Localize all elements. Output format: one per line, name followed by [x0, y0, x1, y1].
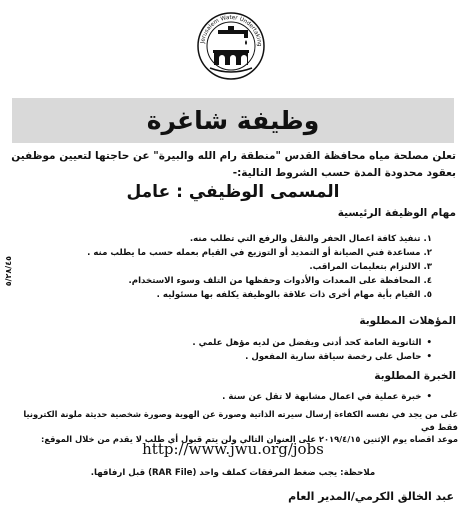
tasks-heading: مهام الوظيفة الرئيسية [337, 207, 456, 219]
organization-logo [196, 6, 266, 84]
logo-ring-text: Jerusalem Water Undertaking [200, 14, 263, 47]
title-banner [12, 98, 454, 143]
list-item: ٢.مساعدة فني الصيانة أو التمديد أو التوزيع في القيام بعمله حسب ما يطلب منه . [87, 248, 432, 258]
tasks-list [87, 232, 432, 302]
list-item: ٥.القيام بأية مهام أخرى ذات علاقة بالوظيفة يكلفه بها مسئوليه . [156, 290, 432, 300]
apply-line-2: موعد اقصاه يوم الإثنين ٢٠١٩/٤/١٥ على العنوان التالي ولن يتم قبول أي طلب لا يقدم من خلال الموقع: [41, 434, 458, 444]
intro-line-2: بعقود محدودة المدة حسب الشروط التالية:- [232, 167, 456, 179]
vacancy-title: وظيفة شاغرة [146, 106, 320, 135]
director-signature: عبد الخالق الكرمي/المدير العام [288, 490, 454, 503]
list-item: ٤.المحافظة على المعدات والأدوات وحفظها من التلف وسوء الاستخدام. [128, 276, 432, 286]
list-item: • حاصل على رخصة سياقة سارية المفعول . [192, 350, 432, 364]
list-item: ١.تنفيذ كافة اعمال الحفر والنقل والرفع التي تطلب منه. [189, 234, 432, 244]
qualifications-heading: المؤهلات المطلوبة [359, 315, 456, 327]
intro-paragraph [10, 148, 456, 182]
list-item: • خبرة عملية في اعمال مشابهة لا تقل عن سنة . [222, 390, 432, 404]
qualifications-list [192, 336, 432, 364]
experience-list [222, 390, 432, 404]
reference-code: ٥/٢٨/٤٥ [4, 256, 13, 287]
jobs-url-link[interactable]: http://www.jwu.org/jobs [142, 440, 324, 458]
list-item: ٣.الالتزام بتعليمات المراقب. [309, 262, 432, 272]
water-tap-emblem-icon [196, 6, 266, 84]
list-item: • الثانوية العامة كحد أدنى ويفضل من لديه مؤهل علمي . [192, 336, 432, 350]
attachment-note: ملاحظة: يجب ضغط المرفقات كملف واحد (RAR File) قبل ارفاقها. [90, 468, 376, 478]
intro-line-1: تعلن مصلحة مياه محافظة القدس "منطقة رام الله والبيرة" عن حاجتها لتعيين موظفين [11, 150, 456, 162]
job-title: المسمى الوظيفي : عامل [126, 182, 340, 202]
experience-heading: الخبرة المطلوبة [374, 370, 456, 382]
apply-line-1: على من يجد في نفسه الكفاءة إرسال سيرته الذاتية وصورة عن الهوية وصورة شخصية حديثة ملونة الكترونيا فقط في [23, 409, 458, 432]
